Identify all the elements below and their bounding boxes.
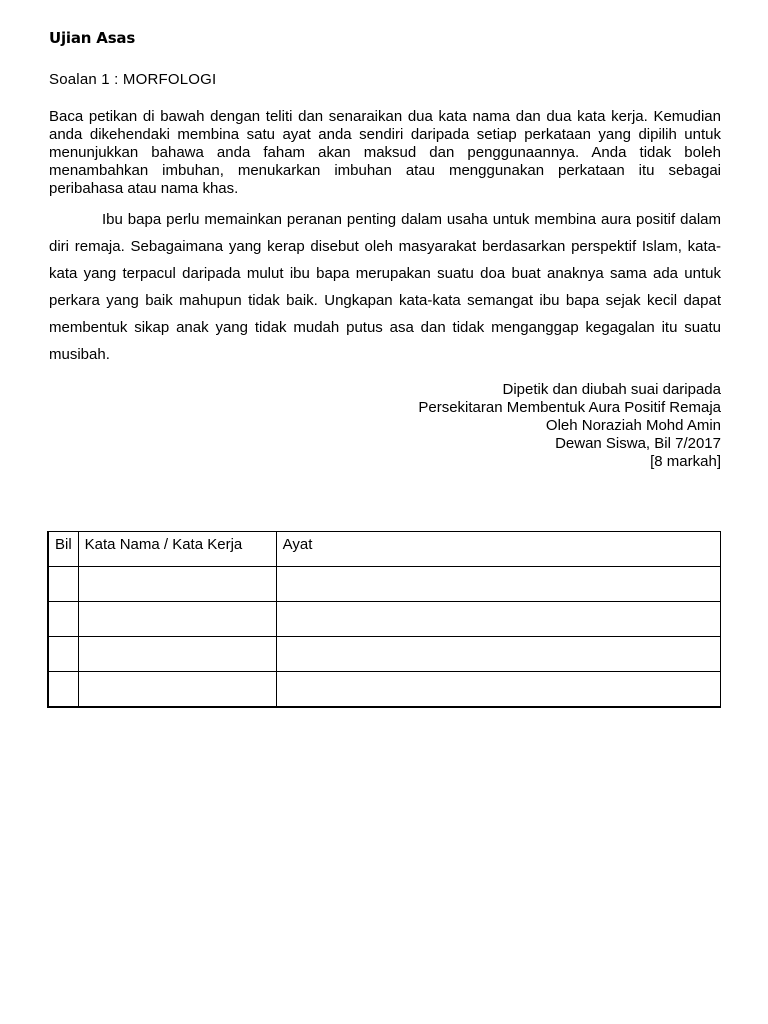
document-heading: Ujian Asas: [49, 29, 136, 47]
column-header-ayat: Ayat: [276, 532, 720, 567]
table-cell-kata[interactable]: [78, 602, 276, 637]
source-line: Dipetik dan diubah suai daripada: [502, 381, 721, 398]
passage-source: [418, 381, 721, 471]
table-cell-bil[interactable]: [48, 637, 78, 672]
table-cell-ayat[interactable]: [276, 602, 720, 637]
question-instructions: Baca petikan di bawah dengan teliti dan senaraikan dua kata nama dan dua kata kerja. Kemudian anda dikehendaki membina satu ayat anda sendiri daripada setiap perkataan yang dipilih untuk menunjukkan bahawa anda faham akan maksud dan penggunaannya. Anda tidak boleh menambahkan imbuhan, menukarkan imbuhan atau menggunakan perkataan itu sebagai peribahasa atau nama khas.: [49, 108, 721, 197]
answer-table: [47, 531, 721, 708]
table-cell-kata[interactable]: [78, 637, 276, 672]
table-cell-ayat[interactable]: [276, 672, 720, 708]
table-cell-kata[interactable]: [78, 567, 276, 602]
table-cell-bil[interactable]: [48, 602, 78, 637]
column-header-kata: Kata Nama / Kata Kerja: [78, 532, 276, 567]
table-cell-ayat[interactable]: [276, 637, 720, 672]
column-header-bil: Bil: [48, 532, 78, 567]
table-row: [48, 672, 721, 708]
table-row: [48, 637, 721, 672]
table-cell-bil[interactable]: [48, 567, 78, 602]
table-cell-ayat[interactable]: [276, 567, 720, 602]
table-row: [48, 602, 721, 637]
table-cell-bil[interactable]: [48, 672, 78, 708]
source-publication: Dewan Siswa, Bil 7/2017: [555, 435, 721, 452]
question-title: Soalan 1 : MORFOLOGI: [49, 71, 217, 88]
source-author: Oleh Noraziah Mohd Amin: [545, 417, 721, 434]
marks-label: [8 markah]: [650, 453, 721, 470]
source-title: Persekitaran Membentuk Aura Positif Remaja: [418, 399, 721, 416]
table-header-row: [48, 532, 721, 567]
table-row: [48, 567, 721, 602]
table-cell-kata[interactable]: [78, 672, 276, 708]
reading-passage: Ibu bapa perlu memainkan peranan penting dalam usaha untuk membina aura positif dalam diri remaja. Sebagaimana yang kerap disebut oleh masyarakat berdasarkan perspektif Islam, kata-kata yang terpacul daripada mulut ibu bapa merupakan suatu doa buat anaknya sama ada untuk perkara yang baik mahupun tidak baik. Ungkapan kata-kata semangat ibu bapa sejak kecil dapat membentuk sikap anak yang tidak mudah putus asa dan tidak menganggap kegagalan itu suatu musibah.: [49, 211, 721, 363]
